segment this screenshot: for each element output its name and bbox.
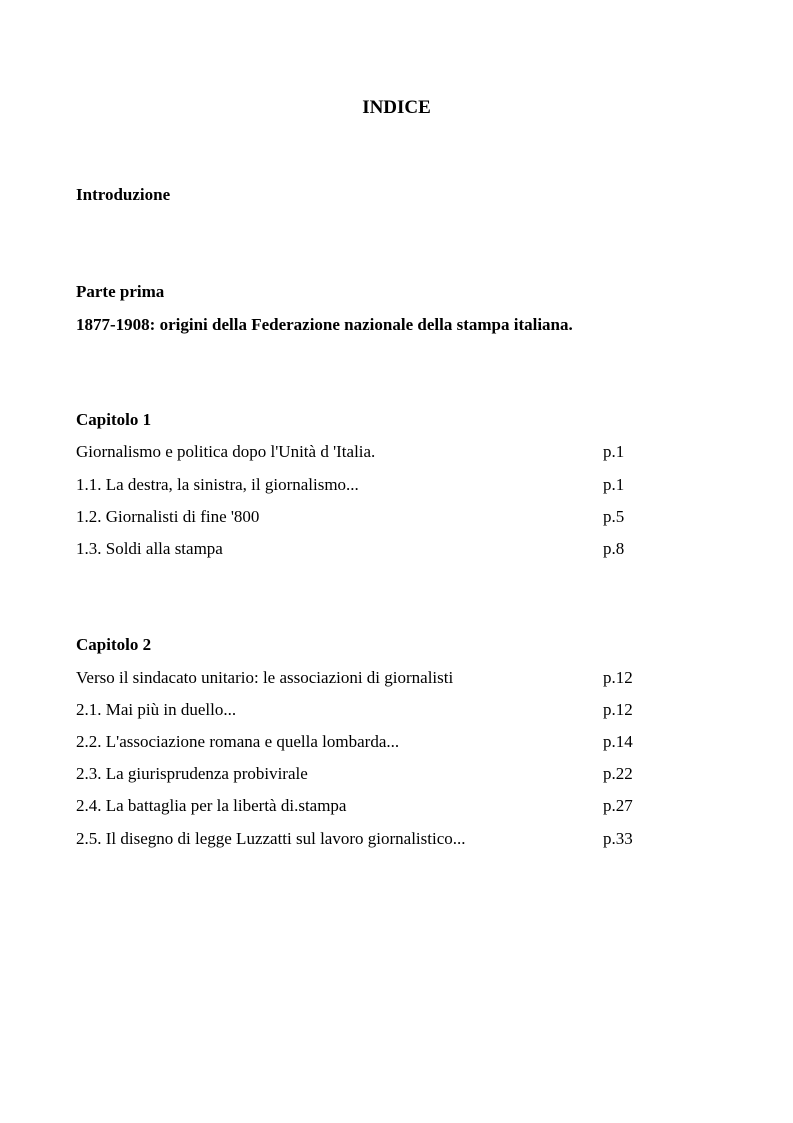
toc-entry-page: p.12 [603, 700, 633, 719]
page-title: INDICE [362, 97, 431, 118]
toc-entry [76, 538, 656, 560]
toc-entry-page: p.12 [603, 668, 633, 687]
toc-entry-page: p.27 [603, 796, 633, 815]
toc-entry [76, 763, 656, 785]
toc-entry-page: p.33 [603, 829, 633, 848]
toc-entry [76, 474, 656, 496]
toc-entry-page: p.5 [603, 507, 625, 526]
toc-entry-page: p.8 [603, 539, 625, 558]
toc-entry-text: 1.1. La destra, la sinistra, il giornalismo... [76, 475, 359, 494]
toc-entry-text: 1.3. Soldi alla stampa [76, 539, 223, 558]
part-subtitle: 1877-1908: origini della Federazione nazionale della stampa italiana. [76, 315, 573, 334]
toc-entry-text: Verso il sindacato unitario: le associazioni di giornalisti [76, 668, 454, 687]
toc-entry [76, 828, 656, 850]
toc-entry [76, 795, 656, 817]
toc-entry-text: 2.5. Il disegno di legge Luzzatti sul lavoro giornalistico... [76, 829, 466, 848]
chapter-1-heading: Capitolo 1 [76, 410, 152, 429]
toc-entry-text: 2.3. La giurisprudenza probivirale [76, 764, 308, 783]
toc-entry-text: 1.2. Giornalisti di fine '800 [76, 507, 260, 526]
toc-entry-text: 2.4. La battaglia per la libertà di.stampa [76, 796, 347, 815]
toc-entry-text: 2.1. Mai più in duello... [76, 700, 237, 719]
toc-entry [76, 506, 656, 528]
toc-entry [76, 667, 656, 689]
toc-entry [76, 731, 656, 753]
toc-entry-page: p.14 [603, 732, 633, 751]
part-label: Parte prima [76, 282, 165, 301]
intro-heading: Introduzione [76, 185, 171, 204]
toc-entry-page: p.22 [603, 764, 633, 783]
toc-entry [76, 441, 656, 463]
toc-entry-text: 2.2. L'associazione romana e quella lombarda... [76, 732, 400, 751]
toc-entry-page: p.1 [603, 475, 625, 494]
toc-entry [76, 699, 656, 721]
toc-entry-text: Giornalismo e politica dopo l'Unità d 'Italia. [76, 442, 376, 461]
chapter-2-heading: Capitolo 2 [76, 635, 152, 654]
toc-entry-page: p.1 [603, 442, 625, 461]
